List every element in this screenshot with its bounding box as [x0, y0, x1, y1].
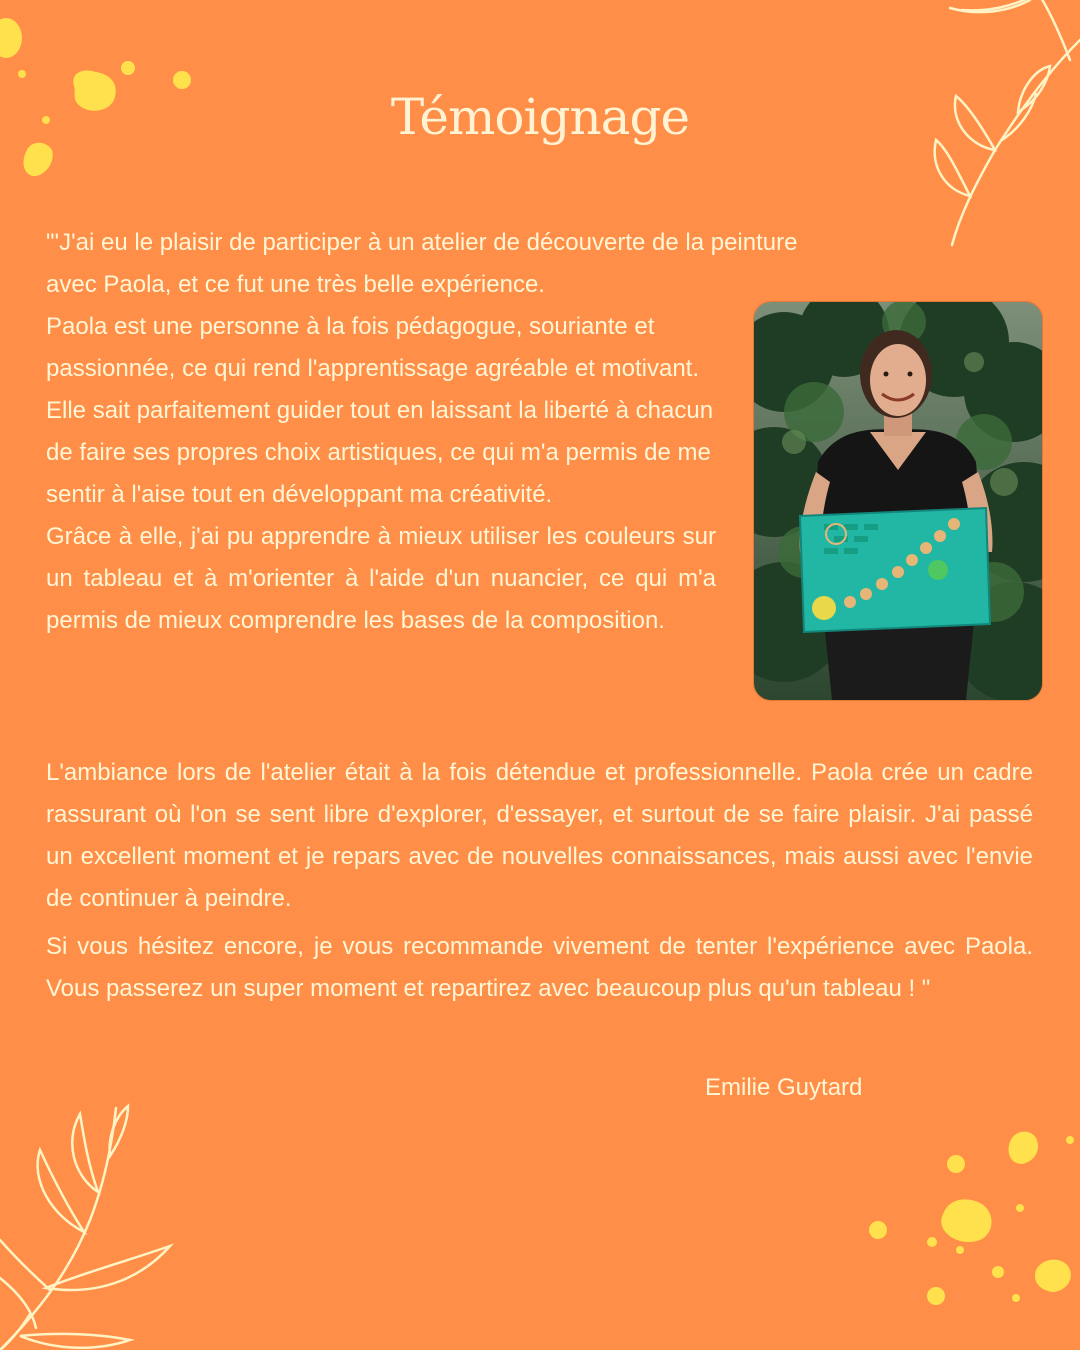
testimonial-line-2: avec Paola, et ce fut une très belle expérience. — [46, 271, 545, 298]
author-photo — [753, 301, 1043, 701]
testimonial-paragraph-recommend: Si vous hésitez encore, je vous recommande vivement de tenter l'expérience avec Paola. Vous passerez un super moment et repartirez avec beaucoup plus qu'un tableau ! " — [46, 933, 1033, 1002]
yellow-dots-bottom-right — [860, 1120, 1080, 1350]
page-title: Témoignage — [390, 88, 690, 146]
author-name: Emilie Guytard — [705, 1074, 863, 1101]
leaf-branch-bottom-left — [0, 1100, 220, 1350]
testimonial-paragraph-ambiance: L'ambiance lors de l'atelier était à la fois détendue et professionnelle. Paola crée un cadre rassurant où l'on se sent libre d'explorer, d'essayer, et surtout de se faire plaisir. J'ai passé un excellent moment et je repars avec de nouvelles connaissances, mais aussi avec l'envie de continuer à peindre. — [46, 759, 1033, 912]
testimonial-paragraph-justified: Grâce à elle, j'ai pu apprendre à mieux utiliser les couleurs sur un tableau et à m'orienter à l'aide d'un nuancier, ce qui m'a permis de mieux comprendre les bases de la composition. — [46, 523, 716, 634]
testimonial-paragraph-wrapped: Paola est une personne à la fois pédagogue, souriante et passionnée, ce qui rend l'apprentissage agréable et motivant. Elle sait parfaitement guider tout en laissant la liberté à chacun de faire ses propres choix artistiques, ce qui m'a permis de me sentir à l'aise tout en développant ma créativité. — [46, 313, 714, 508]
testimonial-body-bottom — [46, 752, 1033, 1010]
testimonial-line-1: "'J'ai eu le plaisir de participer à un atelier de découverte de la peinture — [46, 229, 798, 256]
